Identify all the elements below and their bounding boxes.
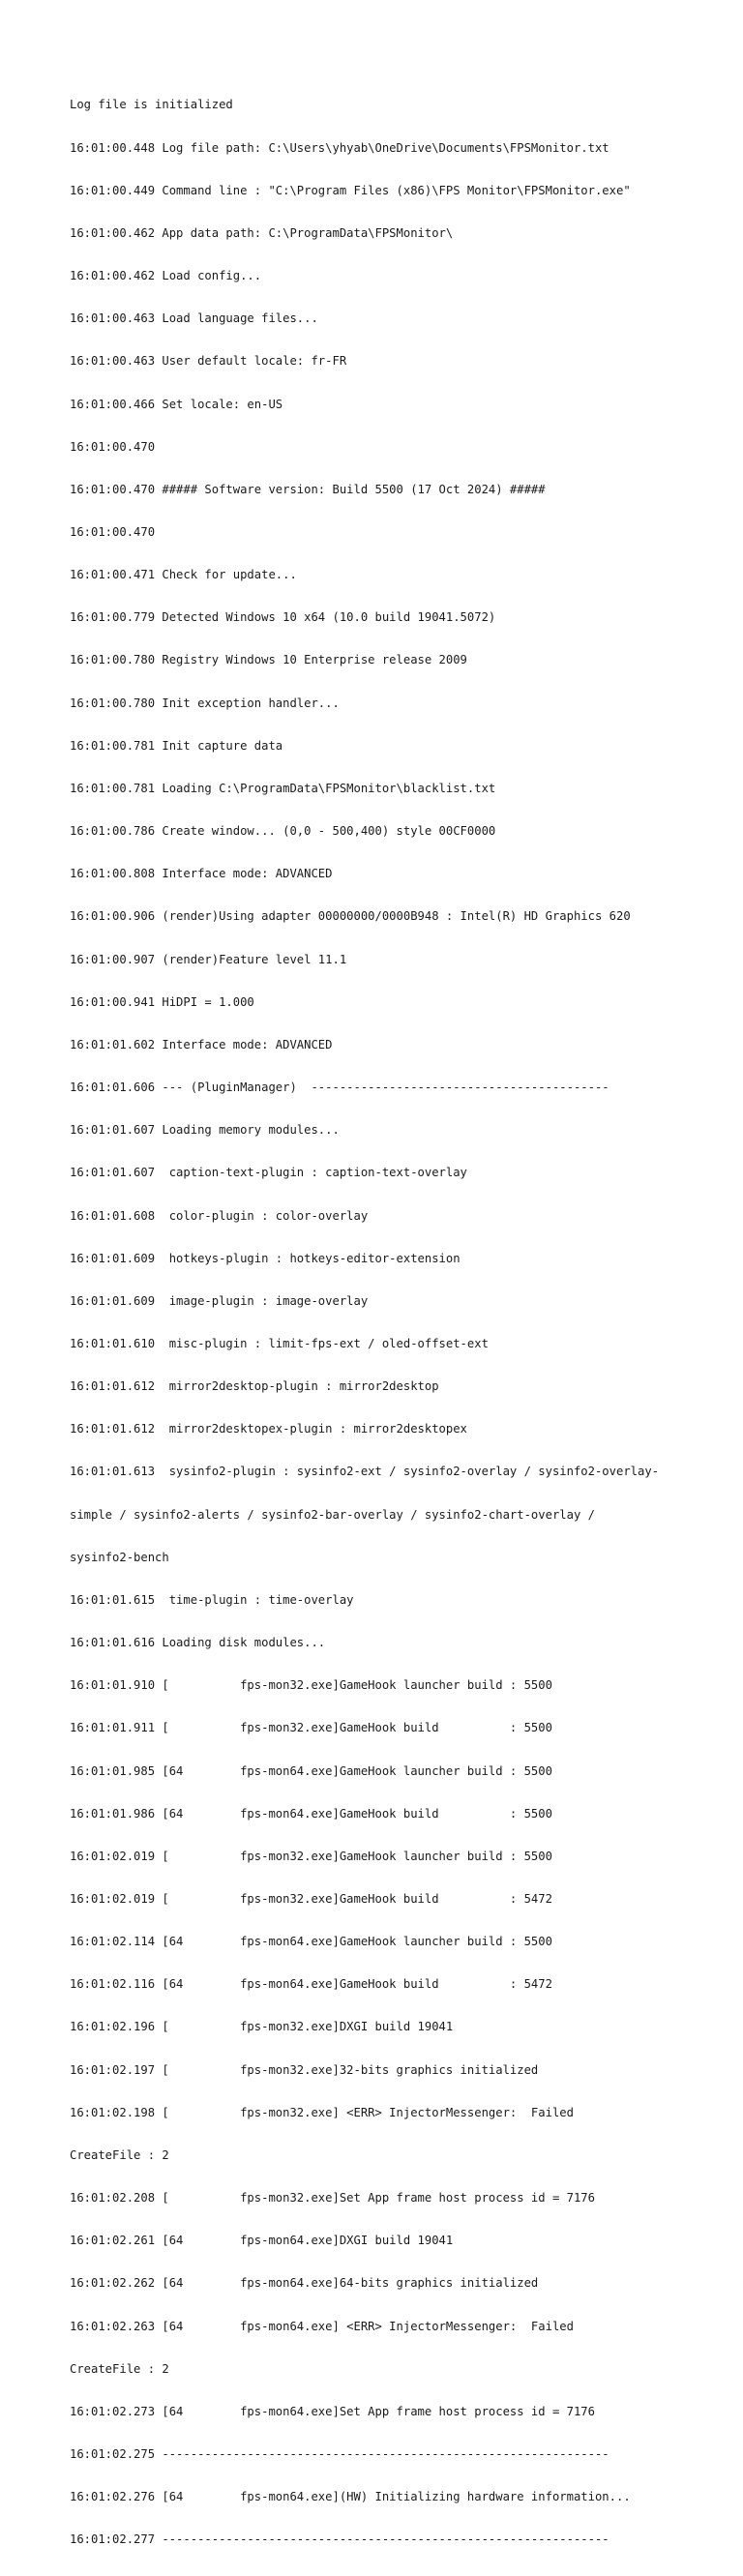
log-line: 16:01:02.196 [ fps-mon32.exe]DXGI build 19041 bbox=[70, 2020, 454, 2034]
log-line: 16:01:00.462 Load config... bbox=[70, 269, 262, 283]
log-line: 16:01:02.275 --------------------------------------------------------------- bbox=[70, 2447, 609, 2462]
log-line: 16:01:02.273 [64 fps-mon64.exe]Set App frame host process id = 7176 bbox=[70, 2404, 595, 2418]
log-line: 16:01:00.906 (render)Using adapter 00000000/0000B948 : Intel(R) HD Graphics 620 bbox=[70, 909, 631, 924]
log-line: 16:01:02.263 [64 fps-mon64.exe] <ERR> InjectorMessenger: Failed bbox=[70, 2319, 574, 2333]
log-line: Log file is initialized bbox=[70, 98, 233, 112]
log-line: 16:01:02.261 [64 fps-mon64.exe]DXGI build 19041 bbox=[70, 2234, 454, 2248]
log-line: 16:01:00.781 Loading C:\ProgramData\FPSMonitor\blacklist.txt bbox=[70, 781, 496, 795]
document-page bbox=[70, 70, 689, 2576]
log-line: 16:01:01.910 [ fps-mon32.exe]GameHook launcher build : 5500 bbox=[70, 1678, 552, 1693]
log-line: 16:01:00.463 User default locale: fr-FR bbox=[70, 354, 347, 369]
log-line: 16:01:01.608 color-plugin : color-overlay bbox=[70, 1208, 369, 1223]
log-line: 16:01:00.780 Registry Windows 10 Enterprise release 2009 bbox=[70, 653, 467, 667]
log-line: 16:01:01.986 [64 fps-mon64.exe]GameHook build : 5500 bbox=[70, 1806, 552, 1821]
log-line: 16:01:02.276 [64 fps-mon64.exe](HW) Initializing hardware information... bbox=[70, 2490, 631, 2504]
log-line: 16:01:01.616 Loading disk modules... bbox=[70, 1636, 326, 1650]
log-line: 16:01:00.466 Set locale: en-US bbox=[70, 397, 283, 411]
log-line: 16:01:01.613 sysinfo2-plugin : sysinfo2-ext / sysinfo2-overlay / sysinfo2-overlay- bbox=[70, 1465, 660, 1479]
log-line: CreateFile : 2 bbox=[70, 2147, 169, 2162]
log-line: 16:01:01.602 Interface mode: ADVANCED bbox=[70, 1037, 333, 1051]
log-line: 16:01:01.607 Loading memory modules... bbox=[70, 1123, 340, 1138]
log-line: 16:01:02.019 [ fps-mon32.exe]GameHook build : 5472 bbox=[70, 1892, 552, 1906]
log-line: 16:01:00.470 bbox=[70, 525, 156, 539]
log-line: 16:01:02.262 [64 fps-mon64.exe]64-bits graphics initialized bbox=[70, 2276, 539, 2291]
log-line: 16:01:02.114 [64 fps-mon64.exe]GameHook launcher build : 5500 bbox=[70, 1935, 552, 1949]
log-line: 16:01:00.781 Init capture data bbox=[70, 738, 283, 753]
log-line: 16:01:02.197 [ fps-mon32.exe]32-bits graphics initialized bbox=[70, 2062, 539, 2077]
log-line: sysinfo2-bench bbox=[70, 1550, 169, 1564]
log-line: 16:01:00.470 bbox=[70, 439, 156, 454]
log-line: 16:01:02.277 --------------------------------------------------------------- bbox=[70, 2532, 609, 2547]
log-line: 16:01:01.612 mirror2desktop-plugin : mirror2desktop bbox=[70, 1379, 439, 1394]
log-line: 16:01:00.463 Load language files... bbox=[70, 311, 318, 326]
log-line: 16:01:00.462 App data path: C:\ProgramData\FPSMonitor\ bbox=[70, 225, 454, 240]
log-line: 16:01:01.609 image-plugin : image-overlay bbox=[70, 1293, 369, 1308]
log-line: simple / sysinfo2-alerts / sysinfo2-bar-overlay / sysinfo2-chart-overlay / bbox=[70, 1507, 595, 1522]
log-line: CreateFile : 2 bbox=[70, 2361, 169, 2376]
log-line: 16:01:00.470 ##### Software version: Build 5500 (17 Oct 2024) ##### bbox=[70, 482, 546, 496]
log-line: 16:01:01.607 caption-text-plugin : caption-text-overlay bbox=[70, 1166, 467, 1180]
log-line: 16:01:01.610 misc-plugin : limit-fps-ext / oled-offset-ext bbox=[70, 1336, 489, 1350]
log-line: 16:01:02.198 [ fps-mon32.exe] <ERR> InjectorMessenger: Failed bbox=[70, 2105, 574, 2119]
log-line: 16:01:01.911 [ fps-mon32.exe]GameHook build : 5500 bbox=[70, 1721, 552, 1735]
log-line: 16:01:01.612 mirror2desktopex-plugin : mirror2desktopex bbox=[70, 1422, 467, 1436]
log-line: 16:01:01.609 hotkeys-plugin : hotkeys-editor-extension bbox=[70, 1251, 461, 1265]
log-line: 16:01:01.985 [64 fps-mon64.exe]GameHook launcher build : 5500 bbox=[70, 1763, 552, 1778]
log-line: 16:01:00.786 Create window... (0,0 - 500,400) style 00CF0000 bbox=[70, 824, 496, 839]
log-line: 16:01:01.606 --- (PluginManager) ------------------------------------------ bbox=[70, 1081, 609, 1095]
log-line: 16:01:02.116 [64 fps-mon64.exe]GameHook build : 5472 bbox=[70, 1977, 552, 1992]
log-line: 16:01:00.448 Log file path: C:\Users\yhyab\OneDrive\Documents\FPSMonitor.txt bbox=[70, 140, 609, 155]
log-line: 16:01:00.449 Command line : "C:\Program Files (x86)\FPS Monitor\FPSMonitor.exe" bbox=[70, 183, 631, 197]
log-text bbox=[70, 70, 689, 2576]
log-line: 16:01:02.208 [ fps-mon32.exe]Set App frame host process id = 7176 bbox=[70, 2191, 595, 2206]
log-line: 16:01:02.019 [ fps-mon32.exe]GameHook launcher build : 5500 bbox=[70, 1849, 552, 1863]
log-line: 16:01:01.615 time-plugin : time-overlay bbox=[70, 1592, 354, 1607]
log-line: 16:01:00.780 Init exception handler... bbox=[70, 696, 340, 710]
log-line: 16:01:00.471 Check for update... bbox=[70, 568, 297, 582]
log-line: 16:01:00.941 HiDPI = 1.000 bbox=[70, 994, 254, 1009]
log-line: 16:01:00.808 Interface mode: ADVANCED bbox=[70, 867, 333, 881]
log-line: 16:01:00.779 Detected Windows 10 x64 (10.0 build 19041.5072) bbox=[70, 610, 496, 625]
log-line: 16:01:00.907 (render)Feature level 11.1 bbox=[70, 952, 347, 966]
